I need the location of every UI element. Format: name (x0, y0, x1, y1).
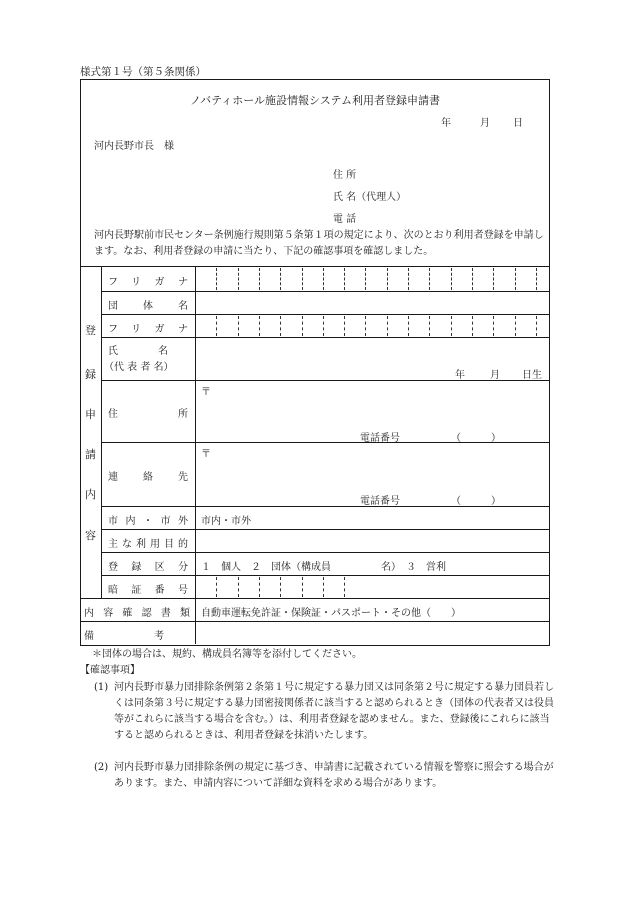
footnote: ＊団体の場合は、規約、構成員名簿等を添付してください。 (92, 649, 362, 660)
cell-divider (472, 316, 473, 336)
applicant-phone-label: 電 話 (333, 214, 357, 225)
name-label: 氏 名 (108, 346, 168, 357)
date-year[interactable]: 年 (441, 118, 451, 129)
cell-divider (493, 316, 494, 336)
group-name-label: 団体名 (108, 301, 188, 312)
cell-divider (344, 268, 345, 290)
confirm-item-text: 河内長野市暴力団排除条例第２条第１号に規定する暴力団又は同条第２号に規定する暴力団員若しくは同条第３号に規定する暴力団密接関係者に該当すると認められるとき（団体の代表者又は役員等がこれらに該当する場合を含む。）は、利用者登録を認めません。また、登録後にこれらに該当すると認められるときは、利用者登録を抹消いたします。 (114, 682, 554, 741)
furigana-label-name: フリガナ (108, 324, 188, 335)
section-label-char: 請 (85, 448, 96, 461)
docs-label: 内容確認書類 (84, 608, 190, 619)
applicant-name-label: 氏 名（代理人） (333, 192, 407, 203)
section-label-char: 容 (85, 529, 96, 542)
cell-divider (323, 316, 324, 336)
cell-divider (259, 577, 260, 597)
cell-divider (408, 268, 409, 290)
form-number: 様式第１号（第５条関係） (80, 66, 206, 78)
cell-divider (429, 268, 430, 290)
cell-divider (451, 268, 452, 290)
cell-divider (259, 268, 260, 290)
cell-divider (259, 316, 260, 336)
cell-divider (323, 268, 324, 290)
cell-divider (238, 268, 239, 290)
section-label-char: 録 (85, 368, 96, 381)
city-value[interactable]: 市内・市外 (201, 516, 251, 527)
confirm-heading: 【確認事項】 (80, 665, 140, 676)
cell-divider (365, 268, 366, 290)
cell-divider (302, 316, 303, 336)
confirm-item-number: (1) (94, 682, 109, 693)
cell-divider (280, 577, 281, 597)
birth-day[interactable]: 日生 (522, 370, 542, 381)
remarks-label: 備 考 (84, 631, 164, 642)
category-value[interactable]: １ 個人 ２ 団体（構成員 名） ３ 営利 (201, 562, 446, 573)
cell-divider (365, 316, 366, 336)
cell-divider (344, 577, 345, 597)
cell-divider (472, 268, 473, 290)
address-label: 住所 (108, 409, 188, 420)
section-label-char: 登 (85, 324, 96, 337)
cell-divider (536, 268, 537, 290)
cell-divider (280, 268, 281, 290)
purpose-label: 主な利用目的 (108, 539, 188, 550)
phone-label: 電話番号 (360, 496, 400, 507)
cell-divider (344, 316, 345, 336)
confirm-item-text: 河内長野市暴力団排除条例の規定に基づき、申請書に記載されている情報を警察に照会する場合があります。また、申請内容について詳細な資料を求める場合があります。 (114, 762, 554, 789)
cell-divider (515, 268, 516, 290)
cell-divider (515, 316, 516, 336)
city-label: 市内・市外 (108, 516, 188, 527)
date-month[interactable]: 月 (480, 118, 490, 129)
form-title: ノバティホール施設情報システム利用者登録申請書 (190, 94, 440, 107)
category-label: 登録区分 (108, 562, 188, 573)
date-day[interactable]: 日 (513, 118, 523, 129)
cell-divider (536, 316, 537, 336)
cell-divider (408, 316, 409, 336)
cell-divider (429, 316, 430, 336)
cell-divider (238, 316, 239, 336)
cell-divider (387, 268, 388, 290)
table-top-line (80, 266, 550, 267)
cell-divider (493, 268, 494, 290)
cell-divider (216, 577, 217, 597)
cell-divider (302, 268, 303, 290)
confirm-item-number: (2) (94, 762, 109, 773)
postal-mark: 〒 (201, 387, 211, 398)
phone-field[interactable]: （ ） (451, 433, 501, 444)
cell-divider (387, 316, 388, 336)
pin-label: 暗証番号 (108, 585, 188, 596)
contact-label: 連絡先 (108, 472, 188, 483)
section-label-char: 内 (85, 488, 96, 501)
cell-divider (280, 316, 281, 336)
representative-label: （代 表 者 名） (104, 362, 174, 373)
intro-text: 河内長野駅前市民センター条例施行規則第５条第１項の規定により、次のとおり利用者登録を申請します。なお、利用者登録の申請に当たり、下記の確認事項を確認しました。 (94, 230, 544, 257)
docs-value[interactable]: 自動車運転免許証・保険証・パスポート・その他（ ） (201, 608, 461, 619)
furigana-label-group: フリガナ (108, 277, 188, 288)
cell-divider (238, 577, 239, 597)
cell-divider (216, 268, 217, 290)
cell-divider (451, 316, 452, 336)
phone-field[interactable]: （ ） (451, 496, 501, 507)
cell-divider (323, 577, 324, 597)
addressee: 河内長野市長 様 (94, 141, 174, 152)
birth-year[interactable]: 年 (455, 370, 465, 381)
postal-mark: 〒 (201, 449, 211, 460)
cell-divider (216, 316, 217, 336)
phone-label: 電話番号 (360, 433, 400, 444)
section-label-char: 申 (85, 408, 96, 421)
birth-month[interactable]: 月 (490, 370, 500, 381)
cell-divider (302, 577, 303, 597)
applicant-address-label: 住 所 (333, 170, 357, 181)
